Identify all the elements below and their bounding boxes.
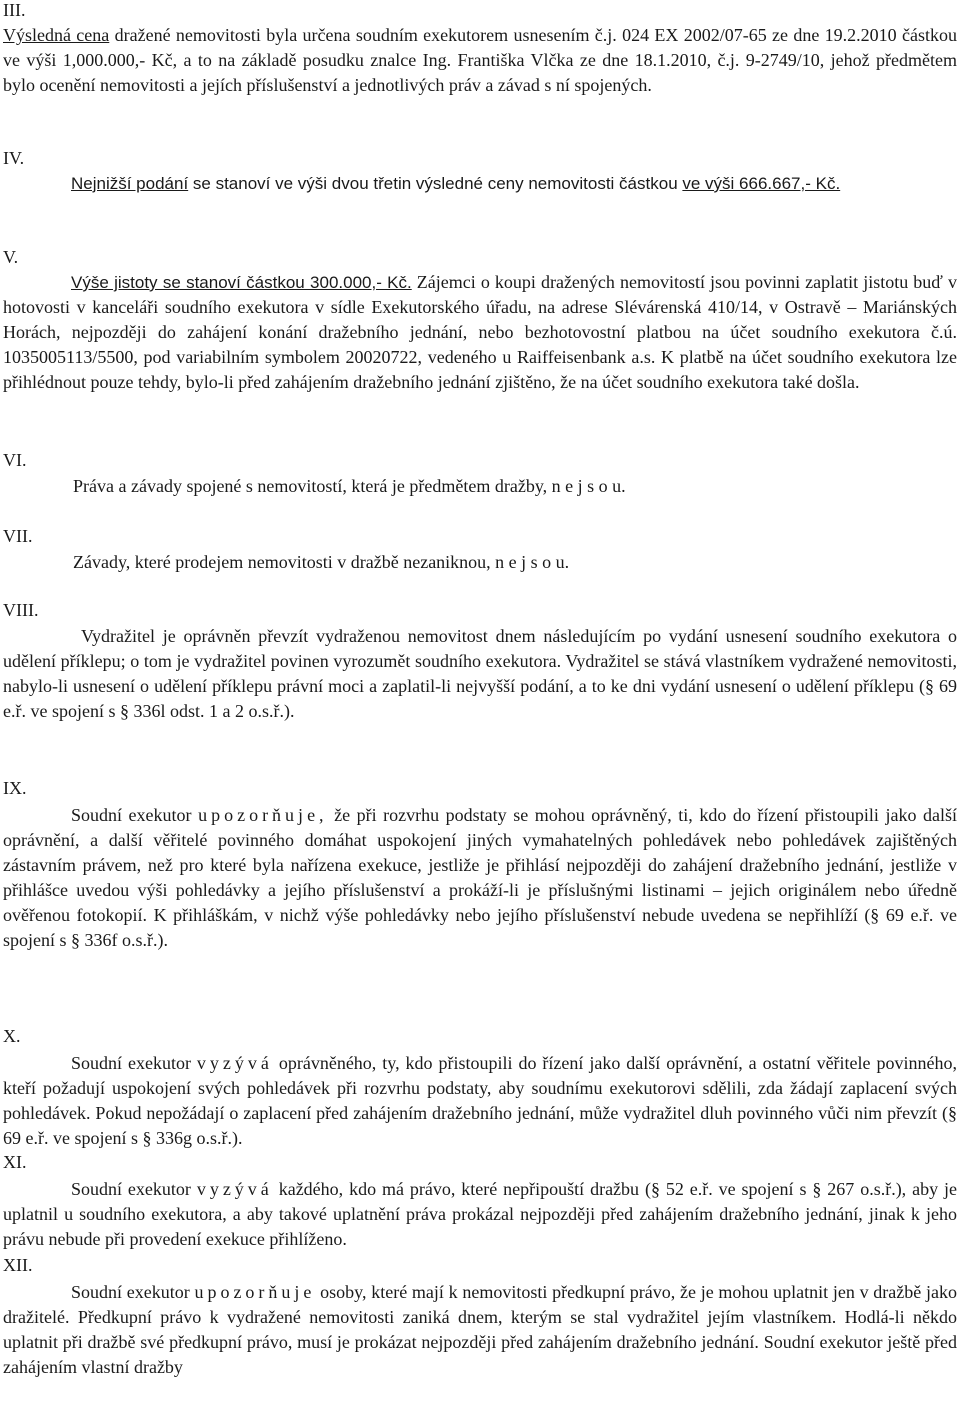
section-xi-lead: Soudní exekutor — [71, 1179, 197, 1199]
section-xii-emphasis: upozorňuje — [194, 1282, 316, 1302]
section-ix — [3, 776, 957, 953]
section-xi — [3, 1150, 957, 1252]
section-number: IX. — [3, 778, 27, 798]
section-number: XI. — [3, 1152, 27, 1172]
section-number: V. — [3, 247, 19, 267]
section-iii-text — [3, 0, 957, 98]
section-xii-text — [3, 1253, 957, 1380]
section-viii — [3, 598, 957, 724]
section-iii — [3, 0, 957, 98]
section-number: IV. — [3, 148, 25, 168]
section-ix-lead: Soudní exekutor — [71, 805, 199, 825]
section-iv-body: se stanoví ve výši dvou třetin výsledné ceny nemovitosti částkou — [188, 174, 683, 193]
section-vi-text: Práva a závady spojené s nemovitostí, která je předmětem dražby, n e j s o u. — [73, 476, 626, 496]
section-xii-body: osoby, které mají k nemovitosti předkupní právo, že je mohou uplatnit jen v dražbě jako dražitelé. Předkupní právo k vydražené nemovitosti zaniká dnem, kterým se stal vydražitel jejím vlastníkem. Hodlá-li někdo uplatnit při dražbě své předkupní právo, musí je prokázat nejpozději před zahájením dražebního jednání. Soudní exekutor ještě před zahájením vlastní dražby — [3, 1282, 957, 1377]
section-x-text — [3, 1024, 957, 1151]
section-iv-heading: Nejnižší podání — [71, 174, 189, 193]
section-ix-body: že při rozvrhu podstaty se mohou oprávněný, ti, kdo do řízení přistoupili jako další oprávnění, a další věřitelé povinného domáhat uspokojení jiných vymahatelných pohledávek nebo pohledávek zajištěných zástavním právem, než pro které byla nařízena exekuce, jestliže je přihlásí nejpozději do zahájení dražebního jednání, jestliže v přihlášce uvedou výši pohledávky a jejího příslušenství a prokáží-li je příslušnými listinami – jejich originálem nebo úředně ověřenou fotokopií. K přihláškám, v nichž výše pohledávky nebo jejího příslušenství nebude uvedena se nepřihlíží (§ 69 e.ř. ve spojení s § 336f o.s.ř.). — [3, 805, 957, 950]
section-vii-text: Závady, které prodejem nemovitosti v dražbě nezaniknou, n e j s o u. — [73, 552, 570, 572]
section-number: XII. — [3, 1255, 33, 1275]
section-ix-emphasis: upozorňuje, — [198, 805, 328, 825]
section-xi-text — [3, 1150, 957, 1252]
section-ix-text — [3, 776, 957, 953]
section-v-body: Zájemci o koupi dražených nemovitostí jsou povinni zaplatit jistotu buď v hotovosti v kanceláři soudního exekutora v sídle Exekutorského úřadu, na adrese Slévárenská 410/14, v Ostravě – Mariánských Horách, nejpozději do zahájení konání dražebního jednání, nebo bezhotovostní platbou na účet soudního exekutora č.ú. 1035005113/5500, pod variabilním symbolem 20020722, vedeného u Raiffeisenbank a.s. K platbě na účet soudního exekutora lze přihlédnout pouze tehdy, bylo-li před zahájením dražebního jednání zjištěno, že na účet soudního exekutora také došla. — [3, 272, 957, 392]
section-x — [3, 1024, 957, 1151]
section-xii — [3, 1253, 957, 1380]
section-x-emphasis: vyzývá — [196, 1053, 273, 1073]
section-v-text — [3, 245, 957, 395]
section-x-lead: Soudní exekutor — [71, 1053, 197, 1073]
section-iv-amount: ve výši 666.667,- Kč. — [682, 174, 841, 193]
section-v — [3, 245, 957, 395]
section-number: III. — [3, 0, 26, 20]
section-number: X. — [3, 1026, 21, 1046]
section-x-body: oprávněného, ty, kdo přistoupili do řízení jako další oprávnění, a ostatní věřitele povinného, kteří požadují uspokojení svých pohledávek při rozvrhu podstaty, aby soudnímu exekutorovi sdělili, zda žádají zaplacení svých pohledávek. Pokud nepožádají o zaplacení před zahájením dražebního jednání, může vydražitel dluh povinného vůči nim převzít (§ 69 e.ř. ve spojení s § 336g o.s.ř.). — [3, 1053, 957, 1148]
section-iv — [3, 146, 957, 196]
section-iii-body: dražené nemovitosti byla určena soudním exekutorem usnesením č.j. 024 EX 2002/07-65 ze dne 19.2.2010 částkou ve výši 1,000.000,- Kč, a to na základě posudku znalce Ing. Františka Vlčka ze dne 18.1.2010, č.j. 9-2749/10, jehož předmětem bylo ocenění nemovitosti a jejích příslušenství a jednotlivých práv a závad s ní spojených. — [3, 25, 957, 95]
section-xi-body: každého, kdo má právo, které nepřipouští dražbu (§ 52 e.ř. ve spojení s § 267 o.s.ř.), aby je uplatnil u soudního exekutora, a aby takové uplatnění práva prokázal nejpozději před zahájením dražebního jednání, jinak k jeho právu nebude při provedení exekuce přihlíženo. — [3, 1179, 957, 1249]
section-xi-emphasis: vyzývá — [196, 1179, 273, 1199]
section-iii-heading: Výsledná cena — [3, 25, 110, 45]
section-xii-lead: Soudní exekutor — [71, 1282, 195, 1302]
section-v-heading: Výše jistoty se stanoví částkou 300.000,- Kč. — [71, 273, 412, 292]
section-number: VII. — [3, 526, 33, 546]
section-viii-text: Vydražitel je oprávněn převzít vydraženou nemovitost dnem následujícím po vydání usnesení soudního exekutora o udělení příklepu; o tom je vydražitel povinen vyrozumět soudního exekutora. Vydražitel se stává vlastníkem vydražené nemovitosti, nabylo-li usnesení o udělení příklepu právní moci a zaplatil-li nejvyšší podání, a to ke dni vydání usnesení o udělení příklepu (§ 69 e.ř. ve spojení s § 336l odst. 1 a 2 o.s.ř.). — [3, 626, 957, 721]
section-iv-text — [3, 146, 957, 196]
section-number: VI. — [3, 450, 27, 470]
section-number: VIII. — [3, 600, 39, 620]
